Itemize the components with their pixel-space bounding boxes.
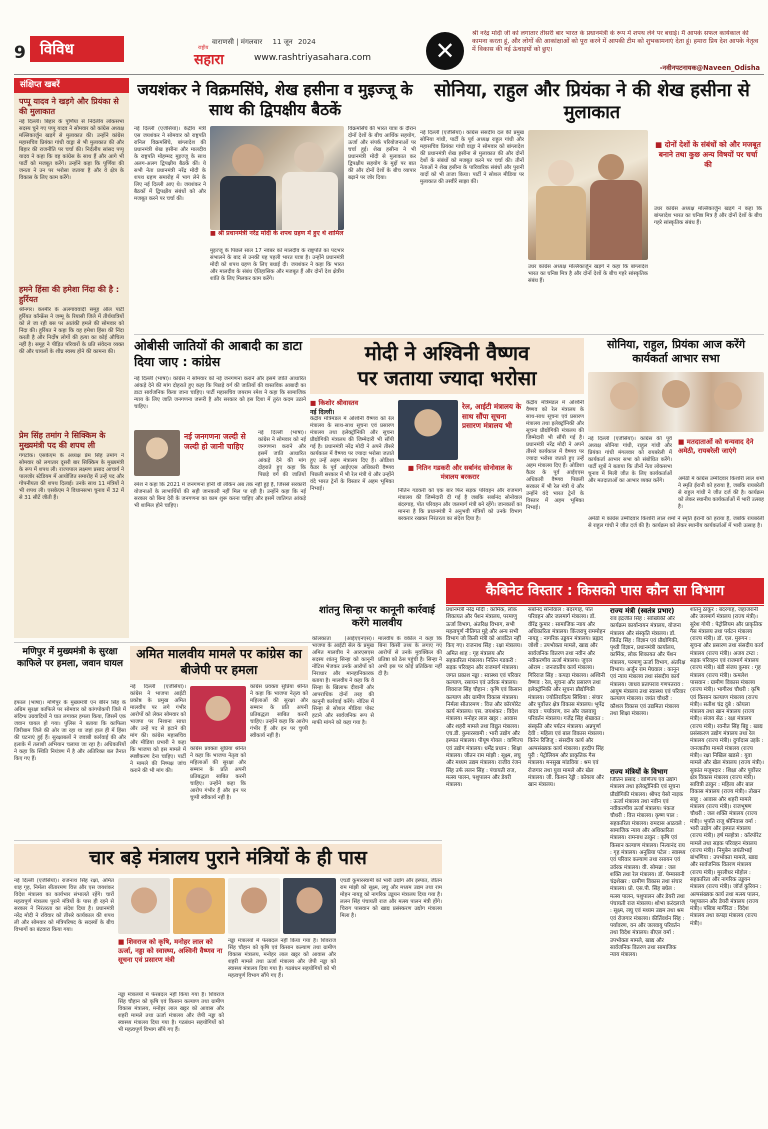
story-headline — [310, 338, 584, 394]
tweet-text: श्री नरेंद्र मोदी जी को लगातार तीसरी बार भारत के प्रधानमंत्री के रूप में शपथ लेने पर बधाई। मैं आपके सफल कार्यकाल की कामना करता हूं, और लोगों की आकांक्षाओं को पूरा करने में आपकी टीम को शुभकामनाएं देता हूं। हमारा प्रिय देश आपके नेतृत्व में विकास की नई ऊंचाइयों को छुए। — [472, 30, 759, 54]
byline: ■ किशोर श्रीवास्तव — [310, 399, 359, 407]
cabinet-text: राव इंद्रजीत सिंह : सांख्यिकी और कार्यक्रम कार्यान्वयन मंत्रालय, योजना मंत्रालय और संस्कृति मंत्रालय। डॉ. जितेंद्र सिंह : विज्ञान एवं प्रौद्योगिकी, पृथ्वी विज्ञान, प्रधानमंत्री कार्यालय, कार्मिक, लोक शिकायत और पेंशन मंत्रालय, परमाणु ऊर्जा विभाग, अंतरिक्ष विभाग। अर्जुन राम मेघवाल : कानून एवं न्याय मंत्रालय तथा संसदीय कार्य मंत्रालय। जाधव प्रतापराव गणपतराव : आयुष मंत्रालय तथा स्वास्थ्य एवं परिवार कल्याण मंत्रालय। जयंत चौधरी : कौशल विकास एवं उद्यमिता मंत्रालय तथा शिक्षा मंत्रालय। — [610, 616, 686, 717]
story-malviya — [130, 646, 308, 836]
photo-figure-icon — [232, 144, 264, 176]
cabinet-col-2: सर्बानंद सोनोवाल : बंदरगाह, पोत परिवहन और जलमार्ग मंत्रालय। डॉ. वीरेंद्र कुमार : सामाजिक न्याय और अधिकारिता मंत्रालय। किंजरापु राममोहन नायडू : नागरिक उड्डयन मंत्रालय। प्रह्लाद जोशी : उपभोक्ता मामले, खाद्य और सार्वजनिक वितरण तथा नवीन और नवीकरणीय ऊर्जा मंत्रालय। जुएल ओराम : जनजातीय कार्य मंत्रालय। गिरिराज सिंह : कपड़ा मंत्रालय। अश्विनी वैष्णव : रेल, सूचना और प्रसारण तथा इलेक्ट्रॉनिकी और सूचना प्रौद्योगिकी मंत्रालय। ज्योतिरादित्य सिंधिया : संचार और पूर्वोत्तर क्षेत्र विकास मंत्रालय। भूपेंद्र यादव : पर्यावरण, वन और जलवायु परिवर्तन मंत्रालय। गजेंद्र सिंह शेखावत : संस्कृति और पर्यटन मंत्रालय। अन्नपूर्णा देवी : महिला एवं बाल विकास मंत्रालय। किरेन रिजिजू : संसदीय कार्य और अल्पसंख्यक कार्य मंत्रालय। हरदीप सिंह पुरी : पेट्रोलियम और प्राकृतिक गैस मंत्रालय। मनसुख मांडविया : श्रम एवं रोजगार तथा युवा मामले और खेल मंत्रालय। जी. किशन रेड्डी : कोयला और खान मंत्रालय। — [528, 607, 606, 789]
brief-headline: प्रेम सिंह तमांग ने सिक्किम के मुख्यमंत्री पद की शपथ ली — [19, 431, 106, 450]
cabinet-col-1: प्रधानमंत्री नरेंद्र मोदी : कार्मिक, लोक शिकायत और पेंशन मंत्रालय, परमाणु ऊर्जा विभाग, अंतरिक्ष विभाग, सभी महत्वपूर्ण नीतिगत मुद्दे और अन्य सभी विभाग जो किसी मंत्री को आवंटित नहीं किए गए। राजनाथ सिंह : रक्षा मंत्रालय। अमित शाह : गृह मंत्रालय और सहकारिता मंत्रालय। नितिन गडकरी : सड़क परिवहन और राजमार्ग मंत्रालय। जगत प्रकाश नड्डा : स्वास्थ्य एवं परिवार कल्याण, रसायन एवं उर्वरक मंत्रालय। शिवराज सिंह चौहान : कृषि एवं किसान कल्याण और ग्रामीण विकास मंत्रालय। निर्मला सीतारमण : वित्त और कॉरपोरेट कार्य मंत्रालय। एस. जयशंकर : विदेश मंत्रालय। मनोहर लाल खट्टर : आवास और शहरी मामले तथा विद्युत मंत्रालय। एच.डी. कुमारस्वामी : भारी उद्योग और इस्पात मंत्रालय। पीयूष गोयल : वाणिज्य एवं उद्योग मंत्रालय। धर्मेंद्र प्रधान : शिक्षा मंत्रालय। जीतन राम मांझी : सूक्ष्म, लघु और मध्यम उद्यम मंत्रालय। राजीव रंजन सिंह उर्फ ललन सिंह : पंचायती राज, मत्स्य पालन, पशुपालन और डेयरी मंत्रालय। — [446, 607, 523, 789]
website[interactable]: www.rashtriyasahara.com — [254, 53, 372, 63]
brief-headline: हमने हिंसा की हमेशा निंदा की है : हुर्रियत — [19, 285, 120, 304]
edition: वाराणसी | मंगलवार — [212, 38, 263, 46]
story-body: रमेश ने कहा कि 2021 में जनगणना होनी थी लेकिन अब तक नहीं हुई है, जिससे सरकारी योजनाओं के लाभार्थियों की सही जानकारी नहीं मिल पा रही है। उन्होंने कहा कि नई सरकार को बिना देरी के जनगणना का काम शुरू करना चाहिए और इसमें जातिगत आंकड़े भी शामिल होने चाहिए। — [134, 482, 306, 509]
story-body: केंद्रीय मंत्रिमंडल में अश्विनी वैष्णव को रेल मंत्रालय के साथ-साथ सूचना एवं प्रसारण मंत्रालय तथा इलेक्ट्रॉनिकी और सूचना प्रौद्योगिकी मंत्रालय की जिम्मेदारी भी सौंपी गई है। प्रधानमंत्री नरेंद्र मोदी ने अपने तीसरे कार्यकाल में वैष्णव पर ज्यादा भरोसा जताते हुए उन्हें अहम मंत्रालय दिए हैं। ओडिशा कैडर के पूर्व आईएएस अधिकारी वैष्णव पिछली सरकार में भी रेल मंत्री थे और उन्होंने वंदे भारत ट्रेनों के विस्तार में अहम भूमिका निभाई। — [526, 400, 584, 511]
brief-body: नई दिल्ली। बिहार के पूर्णिया से निर्दलीय लोकसभा सदस्य चुने गए पप्पू यादव ने सोमवार को कांग्रेस अध्यक्ष मल्लिकार्जुन खड़गे से मुलाकात की। उन्होंने कांग्रेस महासचिव प्रियंका गांधी वाड्रा से भी मुलाकात की और बिहार की राजनीति पर चर्चा की। निर्दलीय सांसद पप्पू यादव ने कहा कि वह कांग्रेस के साथ हैं और आगे भी पार्टी को मजबूत करेंगे। उन्होंने कहा कि पूर्णिया की जनता ने उन पर भरोसा जताया है और वे क्षेत्र के विकास के लिए काम करेंगे। — [19, 119, 124, 181]
jairam-photo — [134, 430, 180, 476]
brief-body: गंगटोक। एसकेएम के अध्यक्ष प्रेम सिंह तमांग ने सोमवार को लगातार दूसरी बार सिक्किम के मुख्यमंत्री के रूप में शपथ ली। राज्यपाल लक्ष्मण प्रसाद आचार्य ने पालजोर स्टेडियम में आयोजित समारोह में उन्हें पद और गोपनीयता की शपथ दिलाई। उनके साथ 11 मंत्रियों ने भी शपथ ली। एसकेएम ने विधानसभा चुनाव में 32 में से 31 सीटें जीती हैं। — [19, 453, 124, 501]
masthead — [14, 30, 430, 70]
brief-headline: पप्पू यादव ने खड़गे और प्रियंका से की मुलाकात — [19, 97, 119, 116]
story-headline: अमित मालवीय मामले पर कांग्रेस का बीजेपी पर हमला — [130, 646, 308, 680]
story-body: नई दिल्ली (एजेंसियां)। राजनाथ सिंह रक्षा, अमित शाह गृह, निर्मला सीतारमण वित्त और एस जयशंकर विदेश मंत्रालय का कार्यभार संभालते रहेंगे। चारों महत्वपूर्ण मंत्रालय पुराने मंत्रियों के पास ही रहने से सरकार ने निरंतरता का संदेश दिया है। प्रधानमंत्री नरेंद्र मोदी ने रविवार को तीसरे कार्यकाल की शपथ ली और सोमवार को मंत्रिपरिषद के सदस्यों के बीच विभागों का बंटवारा किया गया। — [14, 878, 114, 933]
jaishankar-photo — [210, 126, 344, 230]
vaishnaw-photo — [398, 400, 458, 460]
story-body: नड्डा मंत्रालयों में फेरबदल नहीं किया गया है। शिवराज सिंह चौहान को कृषि एवं किसान कल्याण तथा ग्रामीण विकास मंत्रालय, मनोहर लाल खट्टर को आवास और शहरी मामले तथा ऊर्जा मंत्रालय और जेपी नड्डा को स्वास्थ्य मंत्रालय दिया गया है। गठबंधन सहयोगियों को भी महत्वपूर्ण विभाग सौंपे गए हैं। — [118, 992, 224, 1033]
tweet-handle: -नवीनपटनायक@Naveen_Odisha — [659, 64, 760, 72]
ministers-photo-strip — [118, 878, 336, 934]
story-body: अमेठी में कांग्रेस उम्मीदवार किशोरी लाल शर्मा ने स्मृति ईरानी को हराया है, जबकि रायबरेली से राहुल गांधी ने जीत दर्ज की है। कार्यक्रम को लेकर स्थानीय कार्यकर्ताओं में भारी उत्साह है। — [678, 476, 764, 510]
story-body: नितिन गडकरी को एक बार फिर सड़क परिवहन और राजमार्ग मंत्रालय की जिम्मेदारी दी गई है जबकि सर्बानंद सोनोवाल बंदरगाह, पोत परिवहन और जलमार्ग मंत्री बने रहेंगे। जानकारों का मानना है कि प्रधानमंत्री ने अनुभवी मंत्रियों को उनके विभाग बरकरार रखकर निरंतरता का संदेश दिया है। — [398, 488, 522, 522]
dateline: नई दिल्ली। — [310, 409, 335, 416]
cabinet-col-4: शांतनु ठाकुर : बंदरगाह, जहाजरानी और जलमार्ग मंत्रालय (राज्य मंत्री)। सुरेश गोपी : पेट्रोलियम और प्राकृतिक गैस मंत्रालय तथा पर्यटन मंत्रालय (राज्य मंत्री)। डॉ. एल. मुरुगन : सूचना और प्रसारण तथा संसदीय कार्य मंत्रालय (राज्य मंत्री)। अजय टम्टा : सड़क परिवहन एवं राजमार्ग मंत्रालय (राज्य मंत्री)। बंडी संजय कुमार : गृह मंत्रालय (राज्य मंत्री)। कमलेश पासवान : ग्रामीण विकास मंत्रालय (राज्य मंत्री)। भागीरथ चौधरी : कृषि एवं किसान कल्याण मंत्रालय (राज्य मंत्री)। सतीश चंद्र दुबे : कोयला मंत्रालय तथा खान मंत्रालय (राज्य मंत्री)। संजय सेठ : रक्षा मंत्रालय (राज्य मंत्री)। रवनीत सिंह बिट्टू : खाद्य प्रसंस्करण उद्योग मंत्रालय तथा रेल मंत्रालय (राज्य मंत्री)। दुर्गादास उइके : जनजातीय मामले मंत्रालय (राज्य मंत्री)। रक्षा निखिल खडसे : युवा मामले और खेल मंत्रालय (राज्य मंत्री)। सुकांत मजूमदार : शिक्षा और पूर्वोत्तर क्षेत्र विकास मंत्रालय (राज्य मंत्री)। सावित्री ठाकुर : महिला और बाल विकास मंत्रालय (राज्य मंत्री)। तोखन साहू : आवास और शहरी मामले मंत्रालय (राज्य मंत्री)। राजभूषण चौधरी : जल शक्ति मंत्रालय (राज्य मंत्री)। भूपति राजू श्रीनिवास वर्मा : भारी उद्योग और इस्पात मंत्रालय (राज्य मंत्री)। हर्ष मल्होत्रा : कॉरपोरेट मामले तथा सड़क परिवहन मंत्रालय (राज्य मंत्री)। निमुबेन जयंतीभाई बांभणिया : उपभोक्ता मामले, खाद्य और सार्वजनिक वितरण मंत्रालय (राज्य मंत्री)। मुरलीधर मोहोल : सहकारिता और नागरिक उड्डयन मंत्रालय (राज्य मंत्री)। जॉर्ज कुरियन : अल्पसंख्यक कार्य तथा मत्स्य पालन, पशुपालन और डेयरी मंत्रालय (राज्य मंत्री)। पबित्रा मार्गेरिटा : विदेश मंत्रालय तथा कपड़ा मंत्रालय (राज्य मंत्री)। — [690, 607, 764, 927]
minister-photo — [118, 878, 170, 934]
story-jaishankar — [134, 80, 416, 330]
story-body: कांग्रेस प्रवक्ता सुप्रिया श्रीनेत ने कहा कि भाजपा नेतृत्व को महिलाओं की सुरक्षा और सम्मान के प्रति अपनी प्रतिबद्धता साबित करनी चाहिए। उन्होंने कहा कि आरोप गंभीर हैं और इन पर चुप्पी स्वीकार्य नहीं है। — [250, 684, 308, 739]
photo-caption-bar: ■ श्री प्रधानमंत्री नरेंद्र मोदी के शपथ ग्रहण में हुए थे शामिल — [210, 230, 344, 237]
headline-line-2: पर जताया ज्यादा भरोसा — [357, 366, 537, 390]
story-vaishnaw — [310, 338, 584, 600]
sidebar-title: संक्षिप्त खबरें — [14, 78, 129, 93]
photo-caption: ■ मतदाताओं को धन्यवाद देने अमेठी, रायबरेली जाएंगे — [678, 438, 754, 456]
x-logo-icon: ✕ — [426, 32, 464, 70]
story-obc — [134, 338, 306, 598]
photo-figure-icon — [610, 382, 638, 410]
photo-figure-icon — [714, 382, 742, 410]
story-body: केंद्रीय मंत्रिमंडल में अश्विनी वैष्णव को रेल मंत्रालय के साथ-साथ सूचना एवं प्रसारण मंत्रालय तथा इलेक्ट्रॉनिकी और सूचना प्रौद्योगिकी मंत्रालय की जिम्मेदारी भी सौंपी गई है। प्रधानमंत्री नरेंद्र मोदी ने अपने तीसरे कार्यकाल में वैष्णव पर ज्यादा भरोसा जताते हुए उन्हें अहम मंत्रालय दिए हैं। ओडिशा कैडर के पूर्व आईएएस अधिकारी वैष्णव पिछली सरकार में भी रेल मंत्री थे और उन्होंने वंदे भारत ट्रेनों के विस्तार में अहम भूमिका निभाई। — [310, 416, 394, 492]
cabinet-title-bar: कैबिनेट विस्तार : किसको पास कौन सा विभाग — [446, 578, 764, 604]
brief-body: श्रीनगर। कश्मीर के अलगाववादी समूह ऑल पार्टी हुर्रियत कॉन्फ्रेंस ने जम्मू के रियासी जिले में तीर्थयात्रियों को ले जा रही बस पर आतंकी हमले की सोमवार को निंदा की। हुर्रियत ने कहा कि वह हमेशा हिंसा की निंदा करती है और निर्दोष लोगों की हत्या का कोई औचित्य नहीं है। समूह ने पीड़ित परिवारों के प्रति संवेदना व्यक्त की और घायलों के शीघ्र स्वस्थ होने की कामना की। — [19, 307, 124, 355]
story-body: नड्डा मंत्रालयों में फेरबदल नहीं किया गया है। शिवराज सिंह चौहान को कृषि एवं किसान कल्याण तथा ग्रामीण विकास मंत्रालय, मनोहर लाल खट्टर को आवास और शहरी मामले तथा ऊर्जा मंत्रालय और जेपी नड्डा को स्वास्थ्य मंत्रालय दिया गया है। गठबंधन सहयोगियों को भी महत्वपूर्ण विभाग सौंपे गए हैं। — [228, 938, 336, 979]
story-body: नई दिल्ली (भाषा)। कांग्रेस ने सोमवार को नई जनगणना कराने और इसमें जाति आधारित आंकड़े देने की मांग दोहराते हुए कहा कि पिछड़े वर्ग की जातियों — [258, 430, 306, 478]
story-body: नई दिल्ली (एजेंसियां)। कांग्रेस संसदीय दल की प्रमुख सोनिया गांधी, पार्टी के पूर्व अध्यक्ष राहुल गांधी और महासचिव प्रियंका गांधी वाड्रा ने सोमवार को बांग्लादेश की प्रधानमंत्री शेख हसीना से मुलाकात की और दोनों देशों के संबंधों को मजबूत करने पर चर्चा की। तीनों नेताओं ने शेख हसीना के पारिवारिक संबंधों और पुरानी यादों को भी ताजा किया। पार्टी ने सोशल मीडिया पर मुलाकात की तस्वीरें साझा कीं। — [420, 130, 524, 185]
headline-line-1: मोदी ने अश्विनी वैष्णव — [364, 341, 530, 365]
story-body: विक्रमसिंघे की भारत यात्रा के दौरान दोनों देशों के बीच आर्थिक सहयोग, ऊर्जा और संपर्क परियोजनाओं पर चर्चा हुई। शेख हसीना ने भी प्रधानमंत्री मोदी से मुलाकात कर द्विपक्षीय सहयोग के मुद्दों पर बात की और दोनों देशों के बीच व्यापार बढ़ाने पर जोर दिया। — [348, 126, 416, 181]
pull-quote: नई जनगणना जल्दी से जल्दी हो जानी चाहिए — [184, 432, 246, 451]
story-body: नई दिल्ली (एजेंसियां)। कांग्रेस ने भाजपा आईटी प्रकोष्ठ के प्रमुख अमित मालवीय पर लगे गंभीर आरोपों को लेकर सोमवार को भाजपा पर निशाना साधा और उन्हें पद से हटाने की मांग की। कांग्रेस महासचिव और मीडिया प्रभारी ने कहा कि भाजपा को इस मामले में स्पष्टीकरण देना चाहिए। पार्टी ने मामले की निष्पक्ष जांच कराने की भी मांग की। — [130, 684, 186, 774]
cabinet-subhead: राज्य मंत्री (स्वतंत्र प्रभार) — [610, 607, 675, 615]
cabinet-text: जितिन प्रसाद : वाणिज्य एवं उद्योग मंत्रालय तथा इलेक्ट्रॉनिकी एवं सूचना प्रौद्योगिकी मंत्रालय। श्रीपद येसो नाइक : ऊर्जा मंत्रालय तथा नवीन एवं नवीकरणीय ऊर्जा मंत्रालय। पंकज चौधरी : वित्त मंत्रालय। कृष्ण पाल : सहकारिता मंत्रालय। रामदास आठवले : सामाजिक न्याय और अधिकारिता मंत्रालय। रामनाथ ठाकुर : कृषि एवं किसान कल्याण मंत्रालय। नित्यानंद राय : गृह मंत्रालय। अनुप्रिया पटेल : स्वास्थ्य एवं परिवार कल्याण तथा रसायन एवं उर्वरक मंत्रालय। वी. सोमन्ना : जल शक्ति तथा रेल मंत्रालय। डॉ. पेम्मासानी चंद्रशेखर : ग्रामीण विकास तथा संचार मंत्रालय। प्रो. एस.पी. सिंह बघेल : मत्स्य पालन, पशुपालन और डेयरी तथा पंचायती राज मंत्रालय। शोभा करंदलाजे : सूक्ष्म, लघु एवं मध्यम उद्यम तथा श्रम एवं रोजगार मंत्रालय। कीर्तिवर्धन सिंह : पर्यावरण, वन और जलवायु परिवर्तन तथा विदेश मंत्रालय। बीएल वर्मा : उपभोक्ता मामले, खाद्य और सार्वजनिक वितरण तथा सामाजिक न्याय मंत्रालय। — [610, 777, 686, 959]
cabinet-subhead: राज्य मंत्रियों के विभाग — [610, 768, 668, 776]
story-body: नई दिल्ली (भाषा)। कांग्रेस ने सोमवार को नई जनगणना कराने और इसमें जाति आधारित आंकड़े देने की मांग दोहराते हुए कहा कि पिछड़े वर्ग की जातियों की वास्तविक आबादी का डाटा सार्वजनिक किया जाना चाहिए। पार्टी महासचिव जयराम रमेश ने कहा कि सामाजिक न्याय के लिए जाति जनगणना जरूरी है और सरकार को इस दिशा में तुरंत कदम उठाने चाहिए। — [134, 376, 306, 410]
story-body: एचडी कुमारस्वामी को भारी उद्योग और इस्पात, जीतन राम मांझी को सूक्ष्म, लघु और मध्यम उद्यम तथा राम मोहन नायडू को नागरिक उड्डयन मंत्रालय दिया गया है। ललन सिंह पंचायती राज और मत्स्य पालन मंत्री होंगे। चिराग पासवान को खाद्य प्रसंस्करण उद्योग मंत्रालय मिला है। — [340, 878, 442, 919]
story-body: उधर कांग्रेस अध्यक्ष मल्लिकार्जुन खड़गे ने कहा कि बांग्लादेश भारत का घनिष्ठ मित्र है और दोनों देशों के बीच गहरे सांस्कृतिक संबंध हैं। — [654, 206, 762, 226]
shrinate-photo — [190, 686, 246, 742]
story-sonia-thanks — [588, 338, 764, 600]
pull-quote: रेल, आईटी मंत्रालय के साथ सौंपा सूचना प्रसारण मंत्रालय भी — [462, 402, 522, 430]
minister-photo — [228, 878, 280, 934]
brief-news-sidebar — [14, 78, 129, 638]
minister-photo — [283, 878, 336, 934]
photo-figure-icon — [662, 380, 690, 408]
photo-caption: ■ शिवराज को कृषि, मनोहर लाल को ऊर्जा, नड्डा को स्वास्थ्य, अश्विनी वैष्णव ना सूचना एवं प्रसारण मंत्री — [118, 938, 223, 965]
story-body: अमेठी में कांग्रेस उम्मीदवार किशोरी लाल शर्मा ने स्मृति ईरानी को हराया है, जबकि रायबरेली से राहुल गांधी ने जीत दर्ज की है। कार्यक्रम को लेकर स्थानीय कार्यकर्ताओं में भारी उत्साह है। — [588, 516, 764, 529]
tweet-box — [424, 30, 764, 72]
brand-top: राष्ट्रीय — [198, 45, 209, 51]
story-headline: जयशंकर ने विक्रमसिंघे, शेख हसीना व मुइज्जू के साथ की द्विपक्षीय बैठकें — [137, 81, 413, 119]
story-headline: मणिपुर में मुख्यमंत्री के सुरक्षा काफिले पर हमला, जवान घायल — [17, 647, 123, 669]
story-ministries — [14, 844, 442, 1124]
story-body: मालवीय के वकील ने कहा कि बिना किसी तथ्य के लगाए गए आरोपों से उनके मुवक्किल की प्रतिष्ठा को ठेस पहुंची है। सिन्हा ने अभी इस पर कोई प्रतिक्रिया नहीं दी है। — [378, 636, 442, 677]
story-headline: चार बड़े मंत्रालय पुराने मंत्रियों के ही पास — [14, 844, 442, 874]
story-headline: शांतनु सिन्हा पर कानूनी कार्रवाई करेंगे मालवीय — [319, 605, 435, 629]
photo-figure-icon — [548, 160, 574, 186]
photo-figure-icon — [598, 154, 624, 180]
date: 11 जून — [272, 38, 293, 46]
page-number: 9 — [14, 43, 26, 63]
story-shantanu — [312, 604, 442, 836]
gandhi-family-photo — [588, 372, 764, 432]
photo-caption: ■ नितिन गडकरी और सर्बानंद सोनोवाल के मंत्रालय बरकरार — [407, 464, 513, 481]
story-body: कोलकाता (आईएएनएस)। भाजपा के आईटी सेल के प्रमुख अमित मालवीय ने आरएसएस सदस्य शांतनु सिन्हा को कानूनी नोटिस भेजकर उनके आरोपों को निराधार और मानहानिकारक बताया है। मालवीय ने कहा कि वे सिन्हा के खिलाफ दीवानी और आपराधिक दोनों तरह की कानूनी कार्रवाई करेंगे। नोटिस में सिन्हा से सोशल मीडिया पोस्ट हटाने और सार्वजनिक रूप से माफी मांगने को कहा गया है। — [312, 636, 374, 726]
story-body: नई दिल्ली (एजेंसियां)। केंद्रीय मंत्री एस जयशंकर ने सोमवार को राष्ट्रपति रानिल विक्रमसिंघे, बांग्लादेश की प्रधानमंत्री शेख हसीना और मालदीव के राष्ट्रपति मोहम्मद मुइज्जू के साथ अलग-अलग द्विपक्षीय बैठकें कीं। ये सभी नेता प्रधानमंत्री नरेंद्र मोदी के शपथ ग्रहण समारोह में भाग लेने के लिए नई दिल्ली आए थे। जयशंकर ने बैठकों में द्विपक्षीय संबंधों को और मजबूत करने पर चर्चा की। — [134, 126, 206, 202]
story-headline: ओबीसी जातियों की आबादी का डाटा दिया जाए : कांग्रेस — [134, 338, 303, 369]
photo-caption: ■ दोनों देशों के संबंधों को और मजबूत बनाने तथा कुछ अन्य विषयों पर चर्चा की — [655, 140, 761, 169]
minister-photo — [173, 878, 225, 934]
story-body: कांग्रेस प्रवक्ता सुप्रिया श्रीनेत ने कहा कि भाजपा नेतृत्व को महिलाओं की सुरक्षा और सम्मान के प्रति अपनी प्रतिबद्धता साबित करनी चाहिए। उन्होंने कहा कि आरोप गंभीर हैं और इन पर चुप्पी स्वीकार्य नहीं है। — [190, 746, 246, 801]
cabinet-col-3 — [610, 607, 686, 1117]
story-body: उधर कांग्रेस अध्यक्ष मल्लिकार्जुन खड़गे ने कहा कि बांग्लादेश भारत का घनिष्ठ मित्र है और दोनों देशों के बीच गहरे सांस्कृतिक संबंध हैं। — [528, 264, 648, 284]
story-sonia-hasina — [420, 80, 764, 330]
story-body: इंफाल (भाषा)। मणिपुर के मुख्यमंत्री एन बीरेन सिंह के अग्रिम सुरक्षा काफिले पर सोमवार को कांगपोकपी जिले में संदिग्ध उग्रवादियों ने घात लगाकर हमला किया, जिसमें एक जवान घायल हो गया। पुलिस ने बताया कि काफिला जिरीबाम जिले की ओर जा रहा था जहां हाल ही में हिंसा की घटनाएं हुई हैं। सुरक्षाबलों ने जवाबी कार्रवाई की और इलाके में तलाशी अभियान चलाया जा रहा है। अधिकारियों ने कहा कि स्थिति नियंत्रण में है और अतिरिक्त बल तैनात किए गए हैं। — [14, 700, 126, 762]
story-headline: सोनिया, राहुल और प्रियंका ने की शेख हसीना से मुलाकात — [434, 80, 750, 123]
story-headline: सोनिया, राहुल, प्रियंका आज करेंगे कार्यकर्ता आभार सभा — [606, 338, 746, 365]
story-body: मुइज्जू के पिछले साल 17 नवंबर को मालदीव के राष्ट्रपति का पदभार संभालने के बाद से उनकी यह पहली भारत यात्रा है। उन्होंने प्रधानमंत्री मोदी को शपथ ग्रहण के लिए बधाई दी। जयशंकर ने कहा कि भारत और मालदीव के संबंध ऐतिहासिक और मजबूत हैं और दोनों देश क्षेत्रीय शांति के लिए मिलकर काम करेंगे। — [210, 248, 344, 282]
photo-figure-icon — [294, 142, 324, 172]
story-body: नई दिल्ली (एजेंसियां)। कांग्रेस की पूर्व अध्यक्ष सोनिया गांधी, राहुल गांधी और प्रियंका गांधी मंगलवार को रायबरेली में कार्यकर्ता आभार सभा को संबोधित करेंगे। पार्टी सूत्रों ने बताया कि तीनों नेता लोकसभा चुनाव में मिली जीत के लिए कार्यकर्ताओं और मतदाताओं का आभार व्यक्त करेंगे। — [588, 436, 672, 484]
story-manipur — [14, 646, 126, 836]
year: 2024 — [297, 38, 316, 46]
section-label: विविध — [30, 36, 124, 62]
brand-name: सहारा — [194, 52, 224, 68]
sonia-hasina-photo — [528, 130, 648, 260]
